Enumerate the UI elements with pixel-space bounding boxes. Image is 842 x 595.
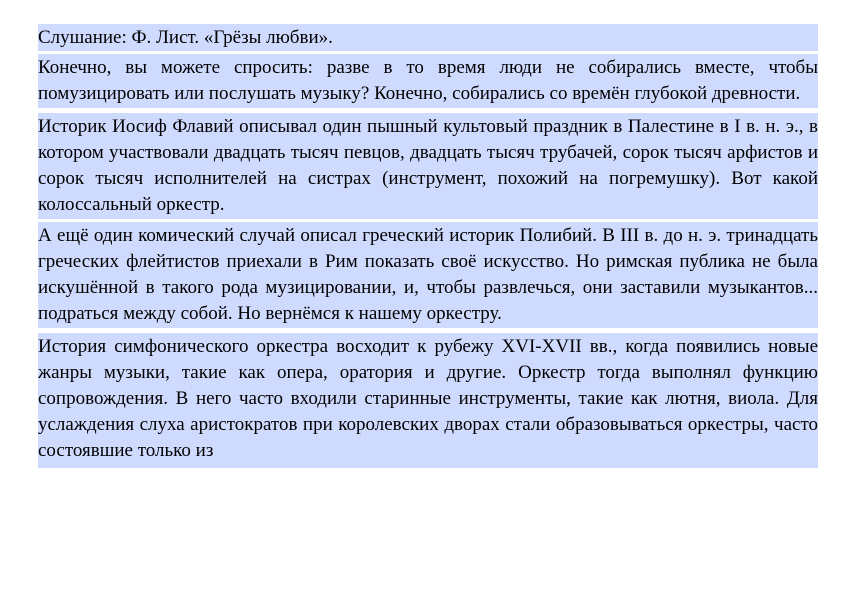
- paragraph-orchestra-history: История симфонического оркестра восходит к рубежу XVI-XVII вв., когда появились новые жанры музыки, такие как опера, оратория и другие. Оркестр тогда выполнял функцию сопровождения. В него часто входили старинные инструменты, такие как лютня, виола. Для услаждения слуха аристократов при королевских дворах стали образовываться оркестры, часто состоявшие только из: [38, 333, 818, 468]
- paragraph-ancient-gatherings: Конечно, вы можете спросить: разве в то время люди не собирались вместе, чтобы помузицировать или послушать музыку? Конечно, собирались со времён глубокой древности.: [38, 54, 818, 108]
- paragraph-listening-title: Слушание: Ф. Лист. «Грёзы любви».: [38, 24, 818, 51]
- document-page: [38, 24, 818, 468]
- paragraph-polybius: А ещё один комический случай описал греческий историк Полибий. В III в. до н. э. тринадцать греческих флейтистов приехали в Рим показать своё искусство. Но римская публика не была искушённой в такого рода музицировании, и, чтобы развлечься, они заставили музыкантов... подраться между собой. Но вернёмся к нашему оркестру.: [38, 222, 818, 328]
- paragraph-josephus: Историк Иосиф Флавий описывал один пышный культовый праздник в Палестине в I в. н. э., в котором участвовали двадцать тысяч певцов, двадцать тысяч трубачей, сорок тысяч арфистов и сорок тысяч исполнителей на систрах (инструмент, похожий на погремушку). Вот какой колоссальный оркестр.: [38, 113, 818, 219]
